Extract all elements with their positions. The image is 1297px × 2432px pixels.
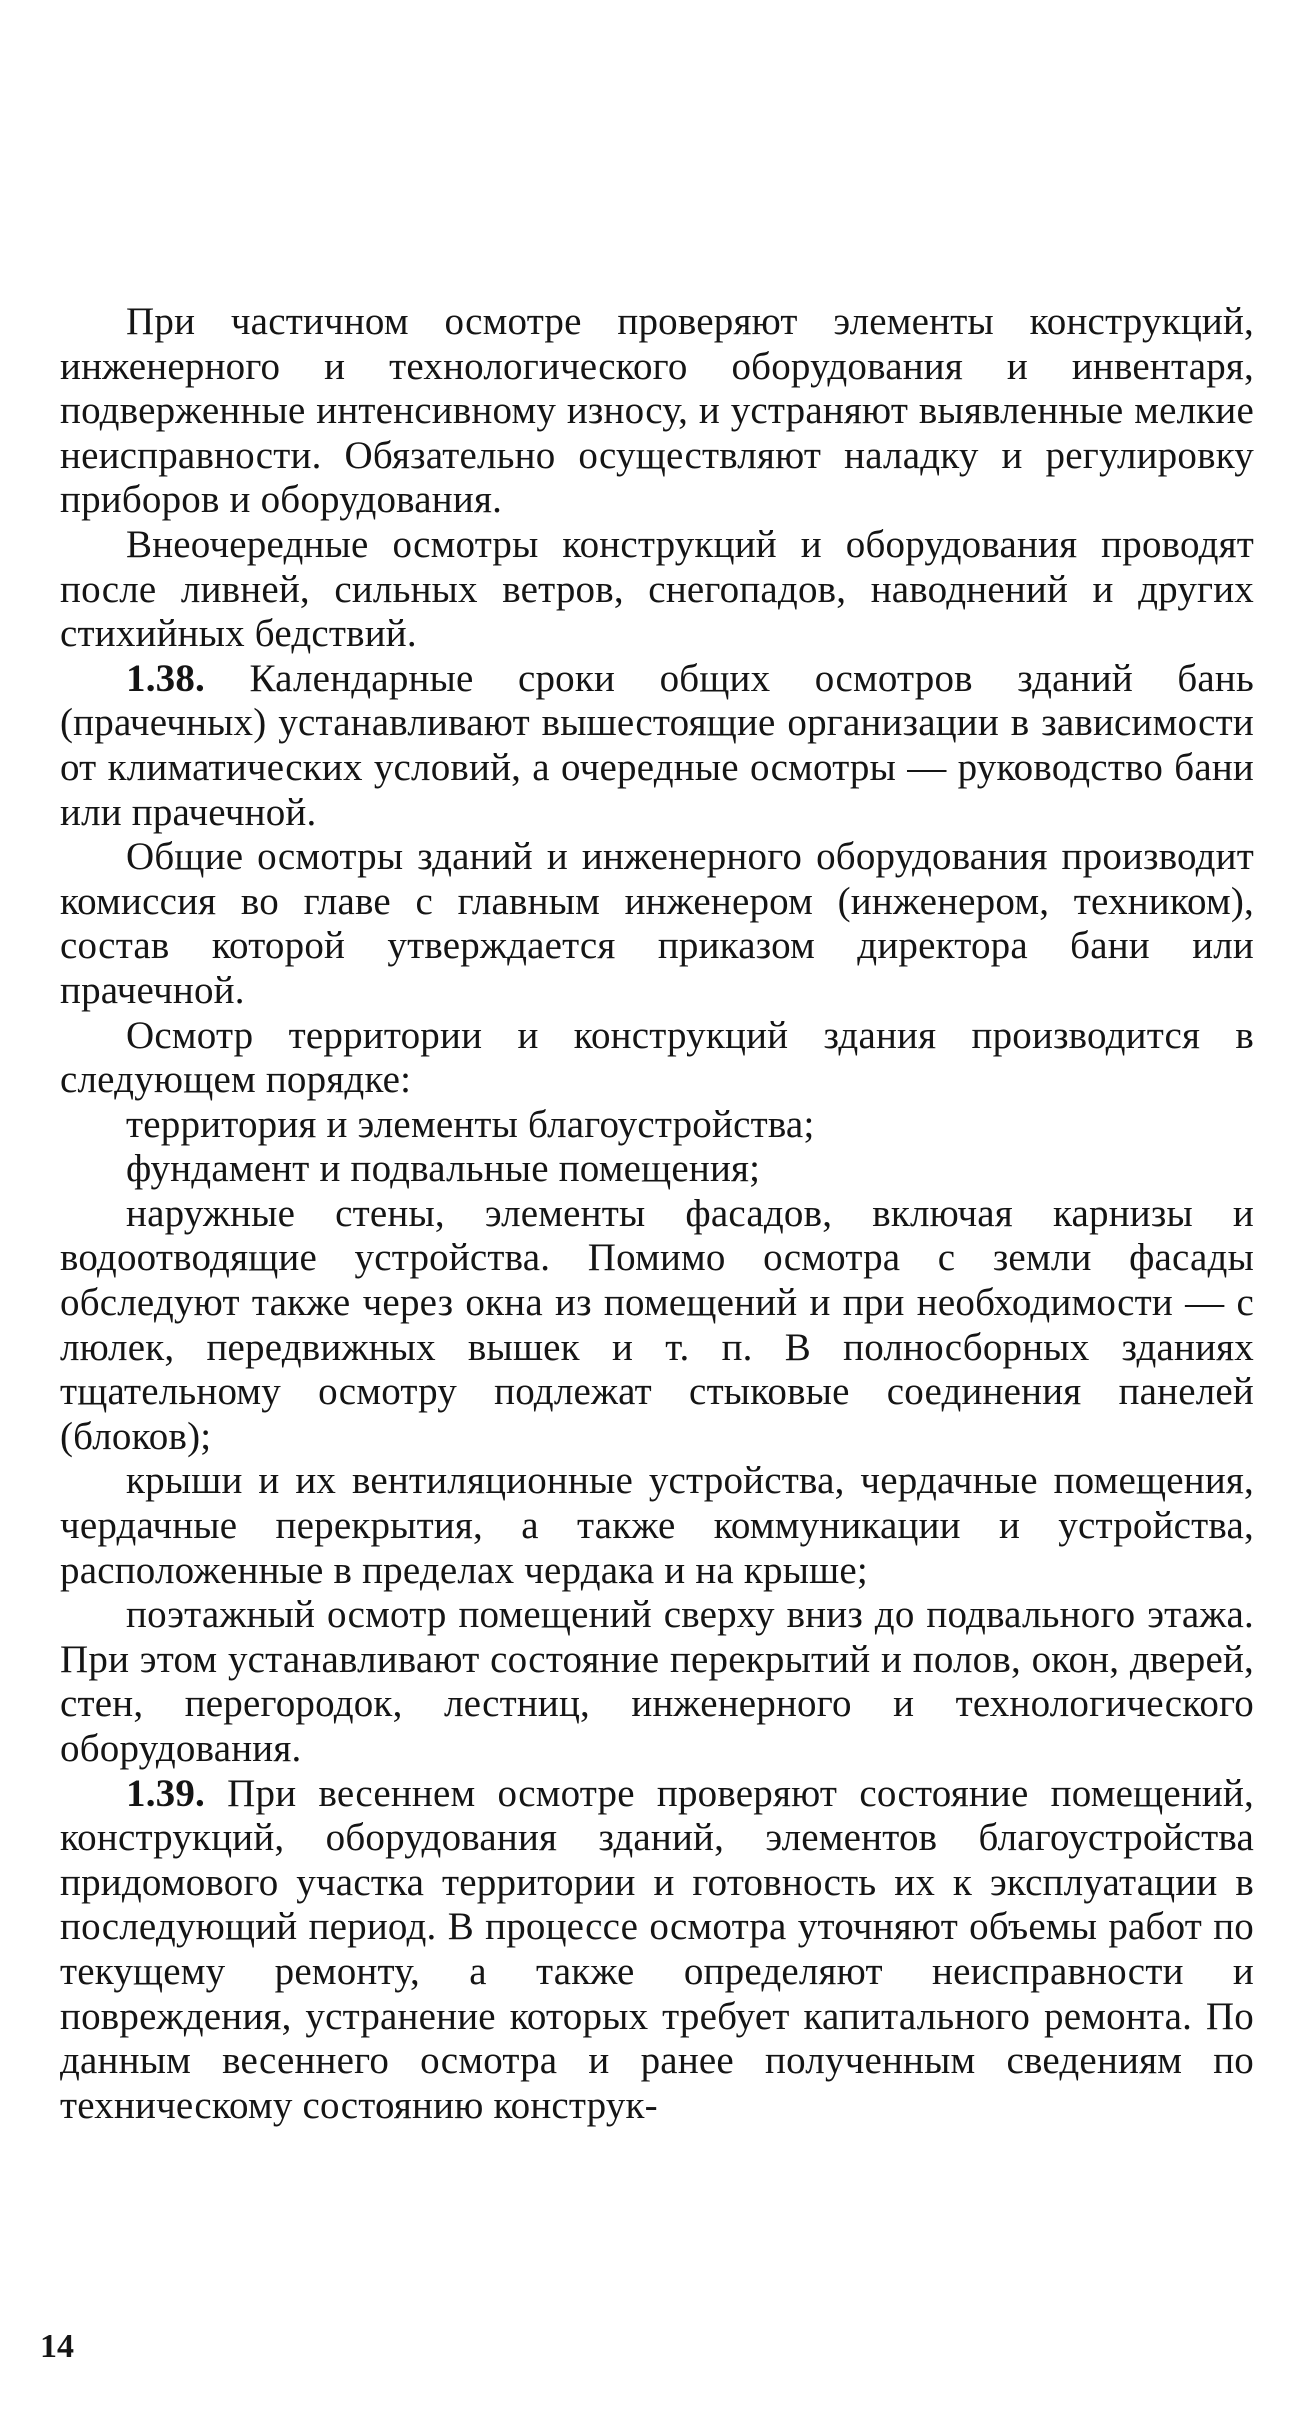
list-item: поэтажный осмотр помещений сверху вниз до подвального этажа. При этом устанавливают состояние перекрытий и полов, окон, дверей, стен, перегородок, лестниц, инженерного и технологического оборудования. — [60, 1593, 1254, 1770]
section-number: 1.38. — [126, 656, 205, 700]
list-item: крыши и их вентиляционные устройства, чердачные помещения, чердачные перекрытия, а также коммуникации и устройства, расположенные в пределах чердака и на крыше; — [60, 1459, 1254, 1592]
paragraph: Общие осмотры зданий и инженерного оборудования производит комиссия во главе с главным инженером (инженером, техником), состав которой утверждается приказом директора бани или прачечной. — [60, 835, 1254, 1012]
paragraph: 1.38. Календарные сроки общих осмотров зданий бань (прачечных) устанавливают вышестоящие организации в зависимости от климатических условий, а очередные осмотры — руководство бани или прачечной. — [60, 656, 1254, 834]
paragraph: При частичном осмотре проверяют элементы конструкций, инженерного и технологического оборудования и инвентаря, подверженные интенсивному износу, и устраняют выявленные мелкие неисправности. Обязательно осуществляют наладку и регулировку приборов и оборудования. — [60, 300, 1254, 522]
body-text — [60, 300, 1254, 2128]
list-item: фундамент и подвальные помещения; — [126, 1147, 761, 1191]
list-item: территория и элементы благоустройства; — [126, 1102, 815, 1146]
paragraph: Внеочередные осмотры конструкций и оборудования проводят после ливней, сильных ветров, снегопадов, наводнений и других стихийных бедствий. — [60, 522, 1254, 656]
paragraph: 1.39. При весеннем осмотре проверяют состояние помещений, конструкций, оборудования зданий, элементов благоустройства придомового участка территории и готовность их к эксплуатации в последующий период. В процессе осмотра уточняют объемы работ по текущему ремонту, а также определяют неисправности и повреждения, устранение которых требует капитального ремонта. По данным весеннего осмотра и ранее полученным сведениям по техническому состоянию конструк- — [60, 1771, 1254, 2127]
paragraph: Осмотр территории и конструкций здания производится в следующем порядке: — [60, 1013, 1254, 1102]
list-item: наружные стены, элементы фасадов, включая карнизы и водоотводящие устройства. Помимо осмотра с земли фасады обследуют также через окна из помещений и при необходимости — с люлек, передвижных вышек и т. п. В полносборных зданиях тщательному осмотру подлежат стыковые соединения панелей (блоков); — [60, 1191, 1254, 1458]
page-number: 14 — [40, 2328, 74, 2365]
section-number: 1.39. — [126, 1771, 205, 1815]
